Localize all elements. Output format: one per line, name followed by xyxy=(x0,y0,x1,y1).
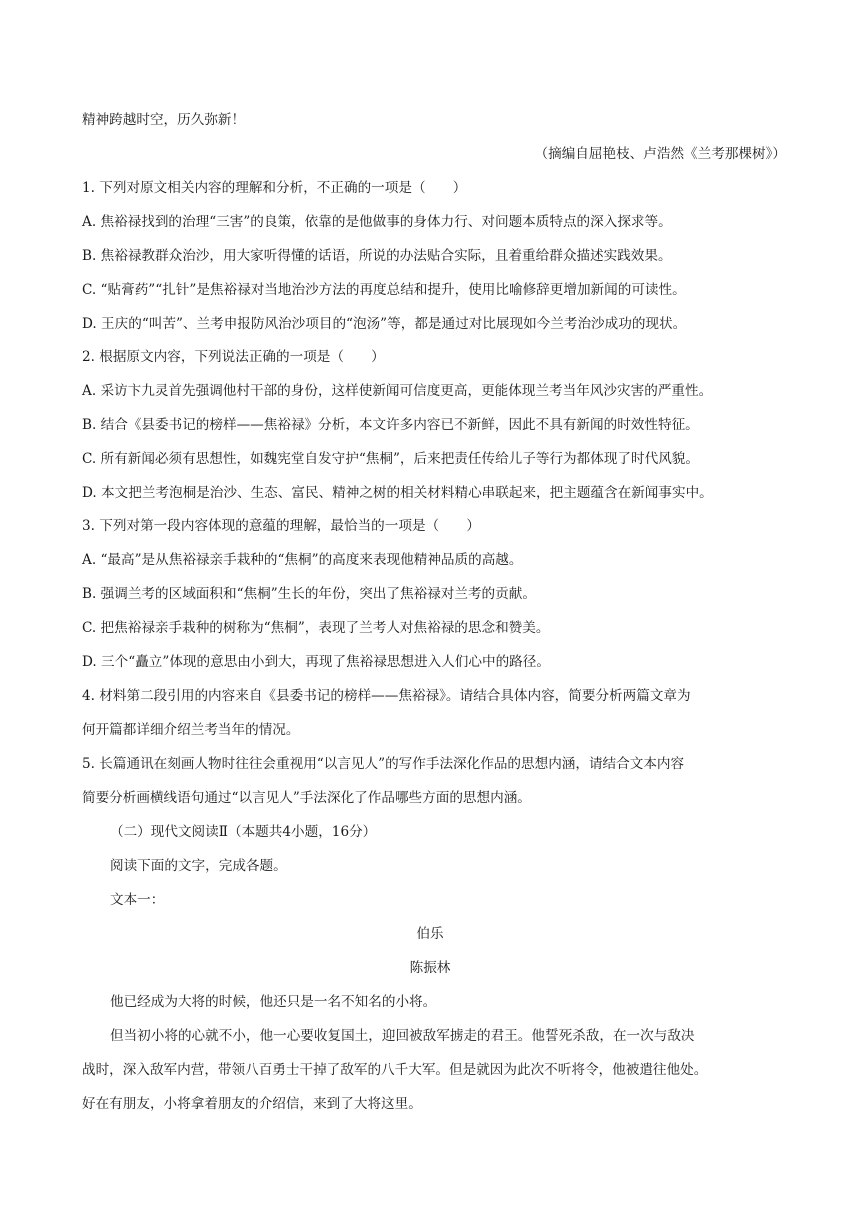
q1-option-a: A. 焦裕禄找到的治理“三害”的良策，依靠的是他做事的身体力行、对问题本质特点的深入探求等。 xyxy=(82,214,672,230)
q1-option-c: C. “贴膏药”“扎针”是焦裕禄对当地治沙方法的再度总结和提升，使用比喻修辞更增加新闻的可读性。 xyxy=(82,282,686,298)
q3-option-d: D. 三个“矗立”体现的意思由小到大，再现了焦裕禄思想进入人们心中的路径。 xyxy=(82,654,550,670)
reading-instruction: 阅读下面的文字，完成各题。 xyxy=(110,858,287,874)
question-3: 3. 下列对第一段内容体现的意蕴的理解，最恰当的一项是（ ） xyxy=(82,518,480,534)
q2-option-d: D. 本文把兰考泡桐是治沙、生态、富民、精神之树的相关材料精心串联起来，把主题蕴含在新闻事实中。 xyxy=(82,485,713,501)
story-author: 陈振林 xyxy=(409,960,451,976)
story-paragraph-1: 他已经成为大将的时候，他还只是一名不知名的小将。 xyxy=(110,994,437,1010)
question-4-line-1: 4. 材料第二段引用的内容来自《县委书记的榜样——焦裕禄》。请结合具体内容，简要分析两篇文章为 xyxy=(82,688,691,704)
section-heading: （二）现代文阅读Ⅱ（本题共4小题，16分） xyxy=(110,824,377,840)
story-title: 伯乐 xyxy=(416,926,444,942)
question-5-line-2: 简要分析画横线语句通过“以言见人”手法深化了作品哪些方面的思想内涵。 xyxy=(82,790,531,806)
q2-option-a: A. 采访卞九灵首先强调他村干部的身份，这样使新闻可信度更高，更能体现兰考当年风沙灾害的严重性。 xyxy=(82,383,713,399)
q1-option-d: D. 王庆的“叫苦”、兰考申报防风治沙项目的“泡汤”等，都是通过对比展现如今兰考治沙成功的现状。 xyxy=(82,316,687,332)
question-5-line-1: 5. 长篇通讯在刻画人物时往往会重视用“以言见人”的写作手法深化作品的思想内涵，请结合文本内容 xyxy=(82,756,685,772)
story-paragraph-2-line-1: 但当初小将的心就不小，他一心要收复国土，迎回被敌军掳走的君王。他誓死杀敌，在一次与敌决 xyxy=(110,1028,695,1044)
story-paragraph-2-line-3: 好在有朋友，小将拿着朋友的介绍信，来到了大将这里。 xyxy=(82,1096,422,1112)
question-4-line-2: 何开篇都详细介绍兰考当年的情况。 xyxy=(82,722,300,738)
q3-option-a: A. “最高”是从焦裕禄亲手栽种的“焦桐”的高度来表现他精神品质的高越。 xyxy=(82,552,523,568)
q2-option-b: B. 结合《县委书记的榜样——焦裕禄》分析，本文许多内容已不新鲜，因此不具有新闻的时效性特征。 xyxy=(82,417,699,433)
text-line: 精神跨越时空，历久弥新！ xyxy=(82,112,246,128)
question-2: 2. 根据原文内容，下列说法正确的一项是（ ） xyxy=(82,349,385,365)
story-paragraph-2-line-2: 战时，深入敌军内营，带领八百勇士干掉了敌军的八千大军。但是就因为此次不听将令，他被遣往他处。 xyxy=(82,1062,708,1078)
q3-option-c: C. 把焦裕禄亲手栽种的树称为“焦桐”，表现了兰考人对焦裕禄的思念和赞美。 xyxy=(82,620,550,636)
text-one-label: 文本一： xyxy=(110,892,165,908)
question-1: 1. 下列对原文相关内容的理解和分析，不正确的一项是（ ） xyxy=(82,180,467,196)
q2-option-c: C. 所有新闻必须有思想性，如魏宪堂自发守护“焦桐”，后来把责任传给儿子等行为都体现了时代风貌。 xyxy=(82,451,699,467)
source-citation: （摘编自屈艳枝、卢浩然《兰考那棵树》） xyxy=(534,146,786,162)
q1-option-b: B. 焦裕禄教群众治沙，用大家听得懂的话语，所说的办法贴合实际，且着重给群众描述实践效果。 xyxy=(82,248,672,264)
q3-option-b: B. 强调兰考的区域面积和“焦桐”生长的年份，突出了焦裕禄对兰考的贡献。 xyxy=(82,586,536,602)
